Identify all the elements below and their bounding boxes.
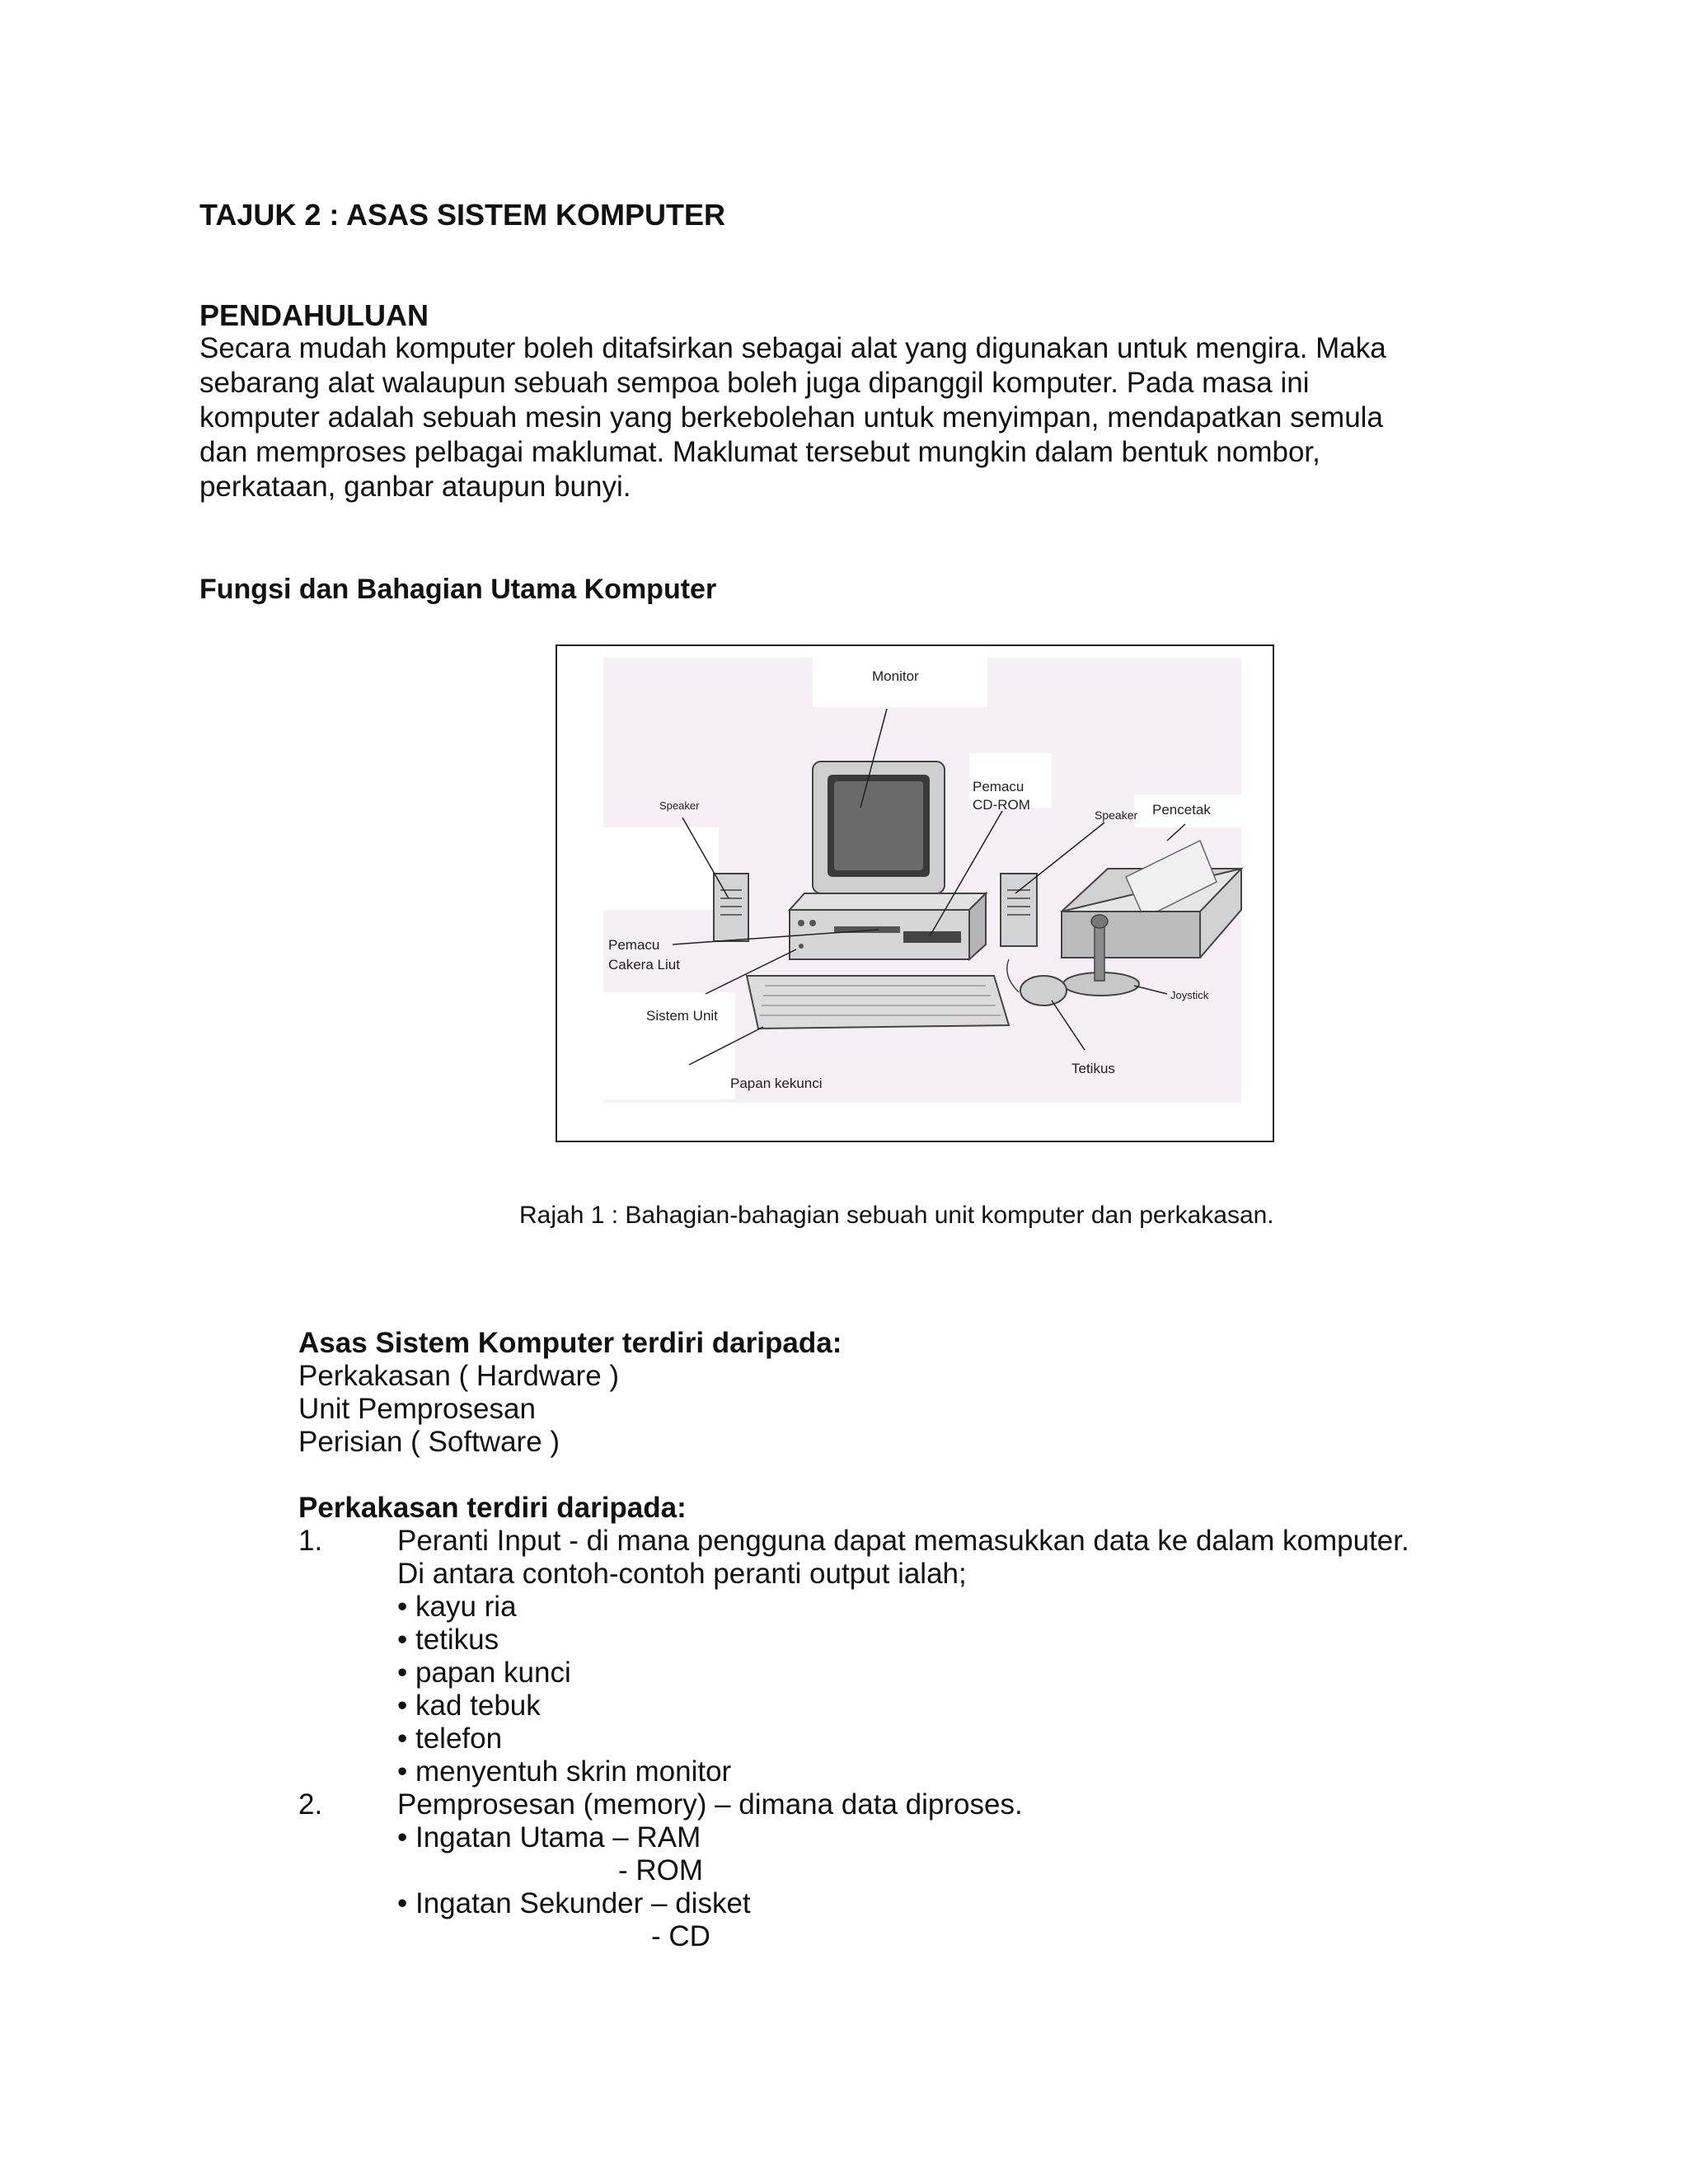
label-floppy-1: Pemacu [608, 937, 660, 953]
list2-heading: Perkakasan terdiri daripada: [298, 1492, 687, 1524]
label-cdrom-2: CD-ROM [973, 797, 1030, 813]
label-system-unit: Sistem Unit [646, 1008, 718, 1024]
intro-line: sebarang alat walaupun sebuah sempoa boleh juga dipanggil komputer. Pada masa ini [199, 367, 1310, 399]
input-device-item: • menyentuh skrin monitor [397, 1755, 732, 1788]
figure-frame [556, 644, 1274, 1142]
label-floppy-2: Cakera Liut [608, 957, 680, 972]
label-mouse: Tetikus [1071, 1061, 1115, 1076]
figure-caption: Rajah 1 : Bahagian-bahagian sebuah unit komputer dan perkakasan. [519, 1202, 1274, 1229]
intro-line: komputer adalah sebuah mesin yang berkebolehan untuk menyimpan, mendapatkan semula [199, 401, 1383, 434]
page-title: TAJUK 2 : ASAS SISTEM KOMPUTER [199, 198, 726, 232]
section-heading: Fungsi dan Bahagian Utama Komputer [199, 574, 717, 605]
monitor-icon [813, 762, 945, 912]
item2-text: Pemprosesan (memory) – dimana data diproses. [397, 1788, 1023, 1821]
list1-item: Perkakasan ( Hardware ) [298, 1360, 620, 1392]
keyboard-icon [747, 976, 1009, 1029]
list1-item: Perisian ( Software ) [298, 1426, 560, 1458]
system-unit-icon [790, 893, 986, 959]
input-device-item: • kayu ria [397, 1591, 517, 1623]
intro-heading: PENDAHULUAN [199, 298, 429, 332]
secondary-memory-line: • Ingatan Sekunder – disket [397, 1887, 751, 1919]
input-device-item: • telefon [397, 1722, 503, 1755]
speaker-right-icon [1001, 874, 1037, 946]
input-device-item: • papan kunci [397, 1657, 571, 1689]
main-memory-rom: - ROM [618, 1854, 704, 1886]
label-keyboard: Papan kekunci [730, 1076, 823, 1091]
label-monitor: Monitor [872, 668, 919, 684]
label-speaker-right: Speaker [1095, 808, 1138, 822]
list1-item: Unit Pemprosesan [298, 1393, 536, 1425]
label-printer: Pencetak [1152, 802, 1211, 818]
intro-paragraph [199, 331, 1490, 504]
intro-line: perkataan, ganbar ataupun bunyi. [199, 471, 631, 503]
label-joystick: Joystick [1170, 989, 1209, 1001]
input-device-item: • tetikus [397, 1624, 499, 1656]
item1-subtext: Di antara contoh-contoh peranti output ialah; [397, 1558, 967, 1590]
label-cdrom-1: Pemacu [973, 779, 1025, 794]
secondary-memory-cd: - CD [651, 1920, 710, 1952]
speaker-left-icon [714, 874, 748, 941]
computer-illustration [557, 646, 1273, 1141]
item1-text: Peranti Input - di mana pengguna dapat memasukkan data ke dalam komputer. [397, 1525, 1409, 1557]
intro-line: Secara mudah komputer boleh ditafsirkan sebagai alat yang digunakan untuk mengira. Maka [199, 332, 1386, 364]
input-device-item: • kad tebuk [397, 1690, 541, 1722]
label-speaker-left: Speaker [659, 799, 700, 812]
item1-number: 1. [298, 1525, 323, 1557]
intro-line: dan memproses pelbagai maklumat. Maklumat tersebut mungkin dalam bentuk nombor, [199, 436, 1320, 468]
main-memory-line: • Ingatan Utama – RAM [397, 1821, 701, 1854]
item2-number: 2. [298, 1788, 323, 1821]
label-box [603, 827, 719, 910]
list1-heading: Asas Sistem Komputer terdiri daripada: [298, 1327, 842, 1359]
